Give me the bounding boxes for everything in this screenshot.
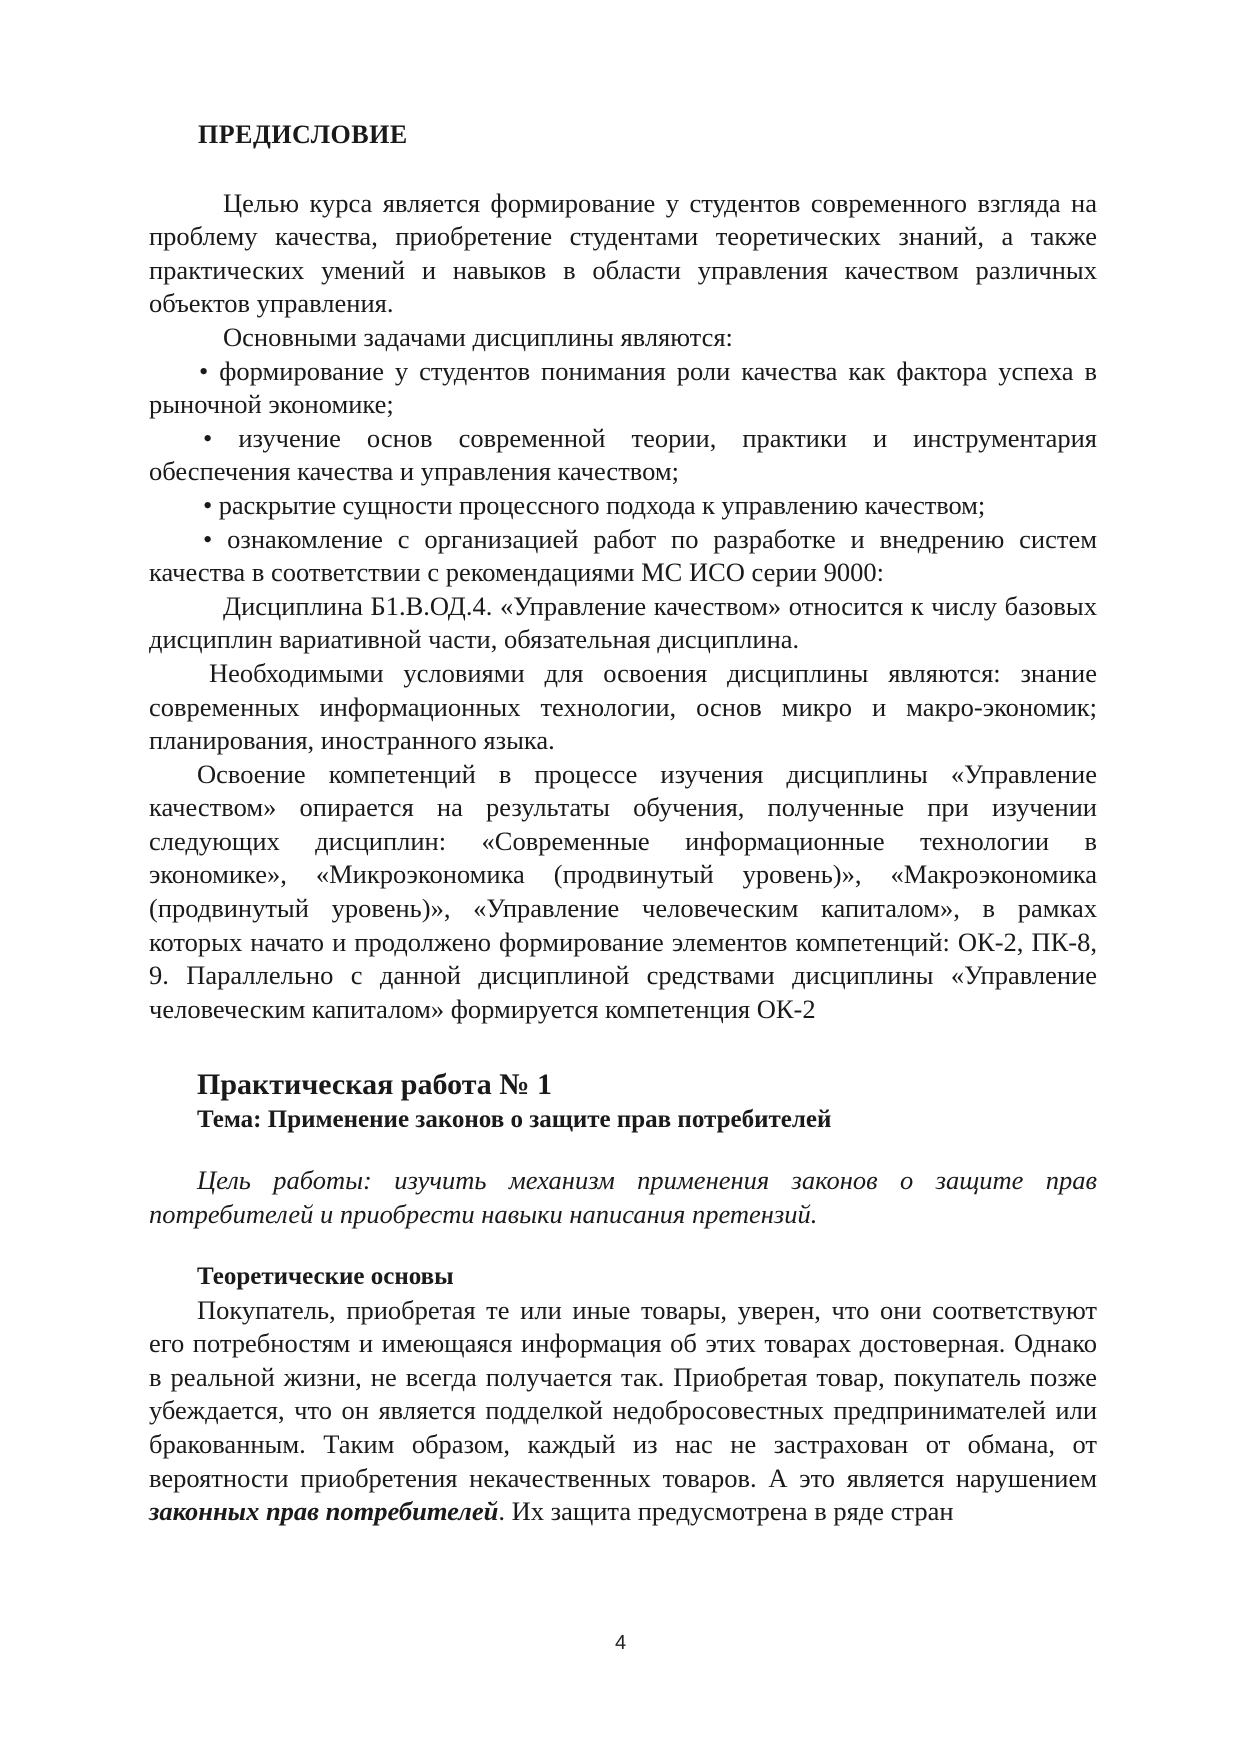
- preface-paragraph-conditions: Необходимыми условиями для освоения дисциплины являются: знание современных информационных технологии, основ микро и макро-экономик; планирования, иностранного языка.: [149, 657, 1097, 756]
- practical-work-topic: Тема: Применение законов о защите прав потребителей: [197, 1106, 832, 1134]
- preface-paragraph-competencies: Освоение компетенций в процессе изучения дисциплины «Управление качеством» опирается на результаты обучения, полученные при изучении следующих дисциплин: «Современные информационные технологии в экономике», «Микроэкономика (продвинутый уровень)», «Макроэкономика (продвинутый уровень)», «Управление человеческим капиталом», в рамках которых начато и продолжено формирование элементов компетенций: ОК-2, ПК-8, 9. Параллельно с данной дисциплиной средствами дисциплины «Управление человеческим капиталом» формируется компетенция ОК-2: [149, 758, 1097, 1024]
- preface-paragraph-discipline: Дисциплина Б1.В.ОД.4. «Управление качеством» относится к числу базовых дисциплин вариативной части, обязательная дисциплина.: [149, 590, 1097, 655]
- practical-work-goal: Цель работы: изучить механизм применения законов о защите прав потребителей и приобрести навыки написания претензий.: [149, 1165, 1097, 1230]
- task-bullet-item: • раскрытие сущности процессного подхода к управлению качеством;: [203, 489, 986, 520]
- preface-heading: ПРЕДИСЛОВИЕ: [198, 120, 408, 149]
- page-number: 4: [614, 1632, 627, 1654]
- preface-paragraph-goal: Целью курса является формирование у студентов современного взгляда на проблему качества, приобретение студентами теоретических знаний, а также практических умений и навыков в области управления качеством различных объектов управления.: [149, 187, 1097, 319]
- preface-paragraph-tasks-intro: Основными задачами дисциплины являются:: [223, 321, 733, 352]
- task-bullet-item: • формирование у студентов понимания роли качества как фактора успеха в рыночной экономике;: [149, 355, 1097, 420]
- theory-text-after: . Их защита предусмотрена в ряде стран: [498, 1496, 954, 1527]
- task-bullet-item: • изучение основ современной теории, практики и инструментария обеспечения качества и управления качеством;: [149, 422, 1097, 487]
- theory-emphasis: законных прав потребителей: [149, 1496, 499, 1527]
- page-content: [149, 118, 1097, 1529]
- theory-text-before: Покупатель, приобретая те или иные товары, уверен, что они соответствуют его потребностям и имеющаяся информация об этих товарах достоверная. Однако в реальной жизни, не всегда получается так. Приобретая товар, покупатель позже убеждается, что он является подделкой недобросовестных предпринимателей или бракованным. Таким образом, каждый из нас не застрахован от обмана, от вероятности приобретения некачественных товаров. А это является нарушением: [149, 1294, 1097, 1493]
- practical-work-title: Практическая работа № 1: [197, 1068, 552, 1102]
- task-bullet-item: • ознакомление с организацией работ по разработке и внедрению систем качества в соответствии с рекомендациями МС ИСО серии 9000:: [149, 523, 1097, 588]
- theory-heading: Теоретические основы: [197, 1262, 454, 1290]
- theory-paragraph: [149, 1294, 1097, 1529]
